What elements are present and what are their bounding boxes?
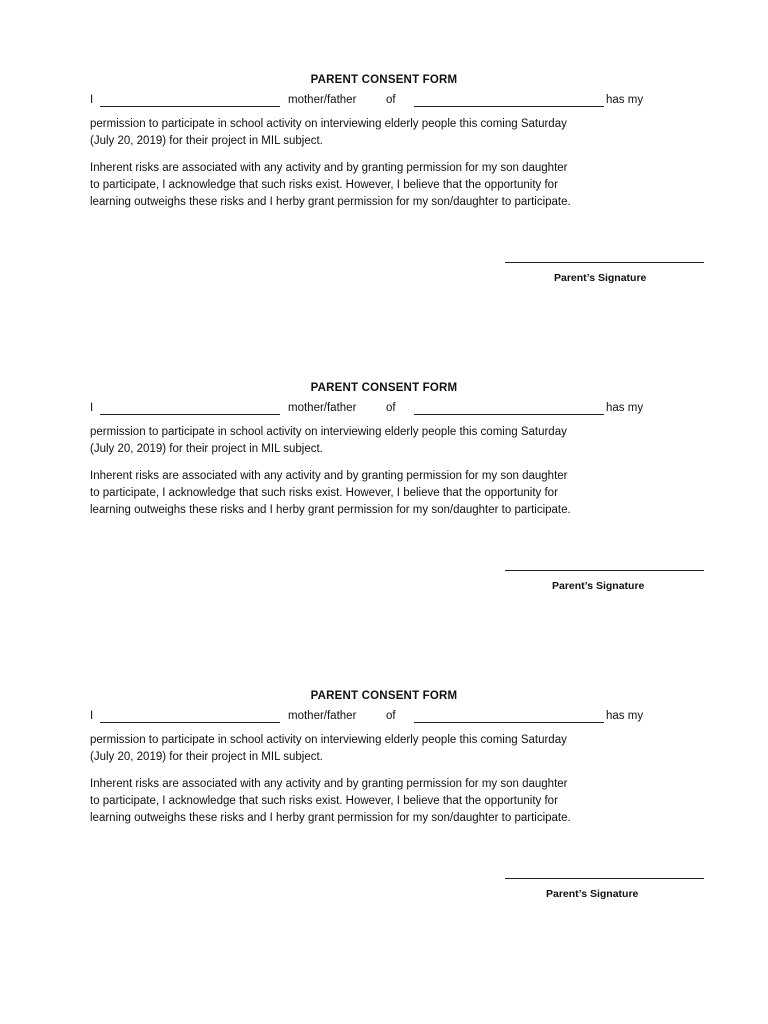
child-name-blank[interactable] [414,106,604,107]
signature-label: Parent’s Signature [546,888,639,900]
consent-form-3 [90,690,690,930]
of-text: of [386,94,396,106]
risks-paragraph [90,468,710,518]
permission-paragraph [90,732,710,766]
risks-line: to participate, I acknowledge that such risks exist. However, I believe that the opportunity for [90,178,558,191]
child-name-blank[interactable] [414,414,604,415]
permission-line: permission to participate in school activity on interviewing elderly people this coming Saturday [90,734,567,746]
pronoun-text: I [90,94,94,106]
form-title: PARENT CONSENT FORM [310,690,458,702]
signature-label: Parent’s Signature [554,272,647,284]
permission-paragraph [90,424,710,458]
permission-paragraph [90,116,710,150]
permission-line: (July 20, 2019) for their project in MIL subject. [90,134,323,147]
consent-form-2 [90,382,690,622]
pronoun-text: I [90,402,94,414]
signature-label: Parent’s Signature [552,580,645,592]
has-my-text: has my [606,94,644,106]
risks-line: Inherent risks are associated with any activity and by granting permission for my son daughter [90,778,568,790]
parent-name-blank[interactable] [100,106,280,107]
permission-line: permission to participate in school activity on interviewing elderly people this coming Saturday [90,426,567,438]
parent-name-line [90,402,690,418]
child-name-blank[interactable] [414,722,604,723]
consent-form-1 [90,74,690,314]
risks-line: Inherent risks are associated with any activity and by granting permission for my son daughter [90,162,568,174]
form-title: PARENT CONSENT FORM [310,382,458,394]
signature-line[interactable] [505,262,704,263]
parent-name-blank[interactable] [100,414,280,415]
relation-text: mother/father [288,710,357,722]
has-my-text: has my [606,402,644,414]
relation-text: mother/father [288,94,357,106]
form-title: PARENT CONSENT FORM [310,74,458,86]
risks-paragraph [90,160,710,210]
signature-line[interactable] [505,878,704,879]
risks-line: Inherent risks are associated with any activity and by granting permission for my son daughter [90,470,568,482]
risks-line: to participate, I acknowledge that such risks exist. However, I believe that the opportunity for [90,486,558,499]
risks-line: to participate, I acknowledge that such risks exist. However, I believe that the opportunity for [90,794,558,807]
parent-name-blank[interactable] [100,722,280,723]
has-my-text: has my [606,710,644,722]
permission-line: (July 20, 2019) for their project in MIL subject. [90,750,323,763]
permission-line: permission to participate in school activity on interviewing elderly people this coming Saturday [90,118,567,130]
of-text: of [386,402,396,414]
risks-line: learning outweighs these risks and I herby grant permission for my son/daughter to participate. [90,811,571,824]
pronoun-text: I [90,710,94,722]
permission-line: (July 20, 2019) for their project in MIL subject. [90,442,323,455]
risks-line: learning outweighs these risks and I herby grant permission for my son/daughter to participate. [90,195,571,208]
of-text: of [386,710,396,722]
parent-name-line [90,94,690,110]
relation-text: mother/father [288,402,357,414]
signature-line[interactable] [505,570,704,571]
risks-line: learning outweighs these risks and I herby grant permission for my son/daughter to participate. [90,503,571,516]
risks-paragraph [90,776,710,826]
parent-name-line [90,710,690,726]
